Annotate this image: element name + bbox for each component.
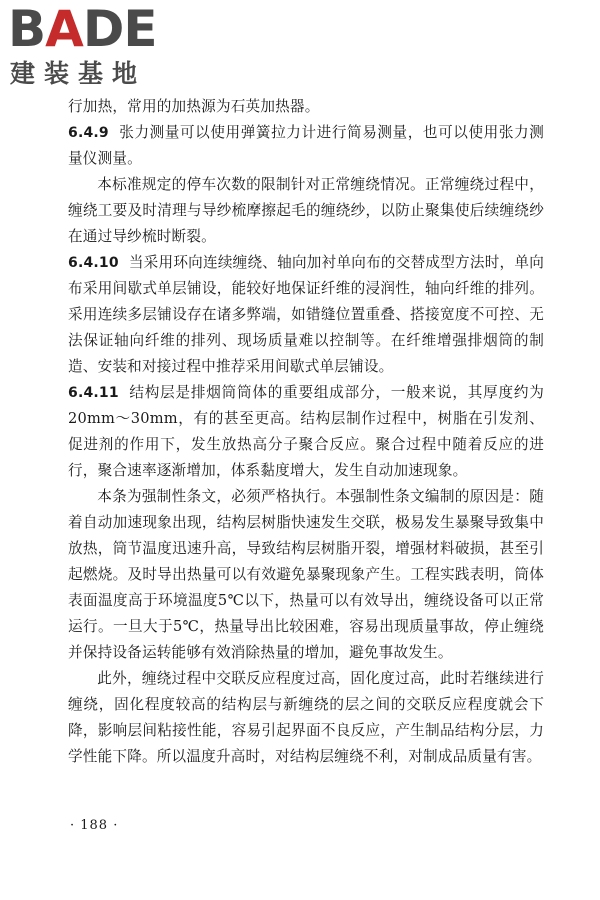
paragraph-additional [68,666,544,770]
logo-letters-de: DE [82,0,157,58]
clause-number: 6.4.10 [68,255,119,271]
paragraph-text: 本条为强制性条文，必须严格执行。本强制性条文编制的原因是：随着自动加速现象出现，结构层树脂快速发生交联，极易发生暴聚导致集中放热，筒节温度迅速升高，导致结构层树脂开裂，增强材料破损，甚至引起燃烧。及时导出热量可以有效避免暴聚现象产生。工程实践表明，筒体表面温度高于环境温度5℃以下，热量可以有效导出，缠绕设备可以正常运行。一旦大于5℃，热量导出比较困难，容易出现质量事故，停止缠绕并保持设备运转能够有效消除热量的增加，避免事故发生。 [68,488,544,661]
clause-number: 6.4.9 [68,125,109,141]
clause-6-4-11 [68,380,544,484]
paragraph-text: 行加热，常用的加热源为石英加热器。 [68,98,320,115]
paragraph-text: 本标准规定的停车次数的限制针对正常缠绕情况。正常缠绕过程中，缠绕工要及时清理与导纱梳摩擦起毛的缠绕纱，以防止聚集使后续缠绕纱在通过导纱梳时断裂。 [68,176,544,245]
clause-6-4-9 [68,120,544,172]
clause-text: 当采用环向连续缠绕、轴向加衬单向布的交替成型方法时，单向布采用间歇式单层铺设，能较好地保证纤维的浸润性，轴向纤维的排列。采用连续多层铺设存在诸多弊端，如错缝位置重叠、搭接宽度不可控、无法保证轴向纤维的排列、现场质量难以控制等。在纤维增强排烟筒的制造、安装和对接过程中推荐采用间歇式单层铺设。 [68,254,544,375]
logo-letter-a: A [45,0,83,58]
bade-logo [8,0,178,90]
paragraph-text: 此外，缠绕过程中交联反应程度过高，固化度过高，此时若继续进行缠绕，固化程度较高的结构层与新缠绕的层之间的交联反应程度就会下降，影响层间粘接性能，容易引起界面不良反应，产生制品结构分层，力学性能下降。所以温度升高时，对结构层缠绕不利，对制成品质量有害。 [68,670,544,765]
clause-text: 张力测量可以使用弹簧拉力计进行简易测量，也可以使用张力测量仪测量。 [68,124,544,167]
clause-6-4-10 [68,250,544,380]
clause-number: 6.4.11 [68,385,119,401]
page-number: · 188 · [70,818,119,833]
logo-letter-b: B [8,0,46,58]
clause-text: 结构层是排烟筒筒体的重要组成部分，一般来说，其厚度约为20mm～30mm，有的甚至更高。结构层制作过程中，树脂在引发剂、促进剂的作用下，发生放热高分子聚合反应。聚合过程中随着反应的进行，聚合速率逐渐增加，体系黏度增大，发生自动加速现象。 [68,384,544,479]
logo-wordmark [8,0,157,58]
document-body [68,94,544,770]
logo-subtitle: 建装基地 [10,59,147,88]
paragraph-mandatory-clause [68,484,544,666]
paragraph-stop-limit [68,172,544,250]
paragraph-continuation [68,94,544,120]
